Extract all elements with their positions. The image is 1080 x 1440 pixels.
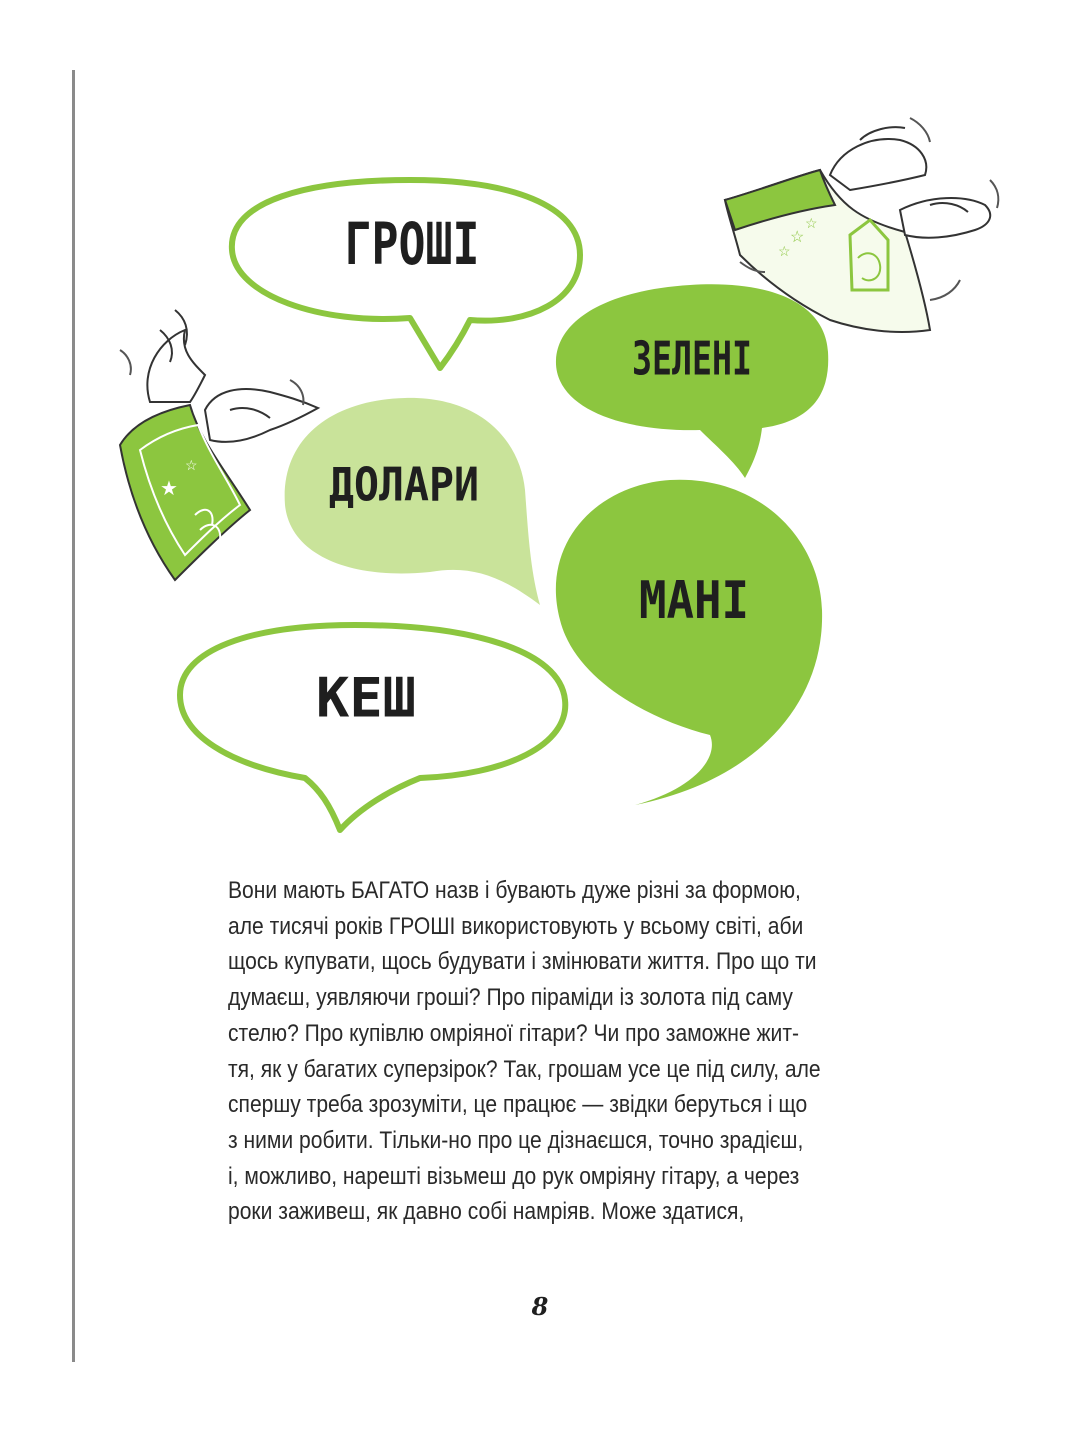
star-icon: ★ — [160, 478, 178, 500]
body-line: роки заживеш, як давно собі намріяв. Може здатися, — [228, 1198, 745, 1226]
bubble-word-dolary: ДОЛАРИ — [329, 457, 479, 512]
page-number: 8 — [531, 1292, 549, 1321]
bubble-word-groshi: ГРОШІ — [344, 210, 480, 279]
body-line: Вони мають БАГАТО назв і бувають дуже різні за формою, — [228, 877, 801, 904]
winged-banknote-left-icon — [120, 310, 318, 580]
bubble-word-kesh: КЕШ — [316, 666, 416, 730]
body-line: щось купувати, щось будувати і змінювати життя. Про що ти — [228, 948, 817, 976]
bubble-zeleni — [556, 284, 828, 478]
body-line: спершу треба зрозуміти, це працює — звідки беруться і що — [228, 1091, 808, 1119]
bubble-mani — [556, 480, 822, 805]
star-icon: ☆ — [778, 243, 791, 259]
body-line: і, можливо, нарешті візьмеш до рук омріяну гітару, а через — [228, 1162, 800, 1190]
bubble-word-zeleni: ЗЕЛЕНІ — [632, 331, 752, 386]
bubble-dolary — [285, 398, 540, 605]
bubble-kesh — [180, 625, 565, 830]
bubble-groshi — [232, 180, 580, 368]
body-line: думаєш, уявляючи гроші? Про піраміди із золота під саму — [228, 984, 793, 1012]
body-paragraph — [228, 873, 873, 1230]
body-line: але тисячі років ГРОШІ використовують у всьому світі, аби — [228, 912, 804, 940]
body-line: стелю? Про купівлю омріяної гітари? Чи про заможне жит- — [228, 1019, 799, 1047]
body-line: з ними робити. Тільки-но про це дізнаєшся, точно зрадієш, — [228, 1126, 804, 1154]
star-icon: ☆ — [185, 457, 198, 473]
bubble-word-mani: МАНІ — [639, 571, 749, 631]
star-icon: ☆ — [790, 229, 805, 246]
body-line: тя, як у багатих суперзірок? Так, грошам усе це під силу, але — [228, 1055, 821, 1083]
star-icon: ☆ — [805, 215, 818, 231]
